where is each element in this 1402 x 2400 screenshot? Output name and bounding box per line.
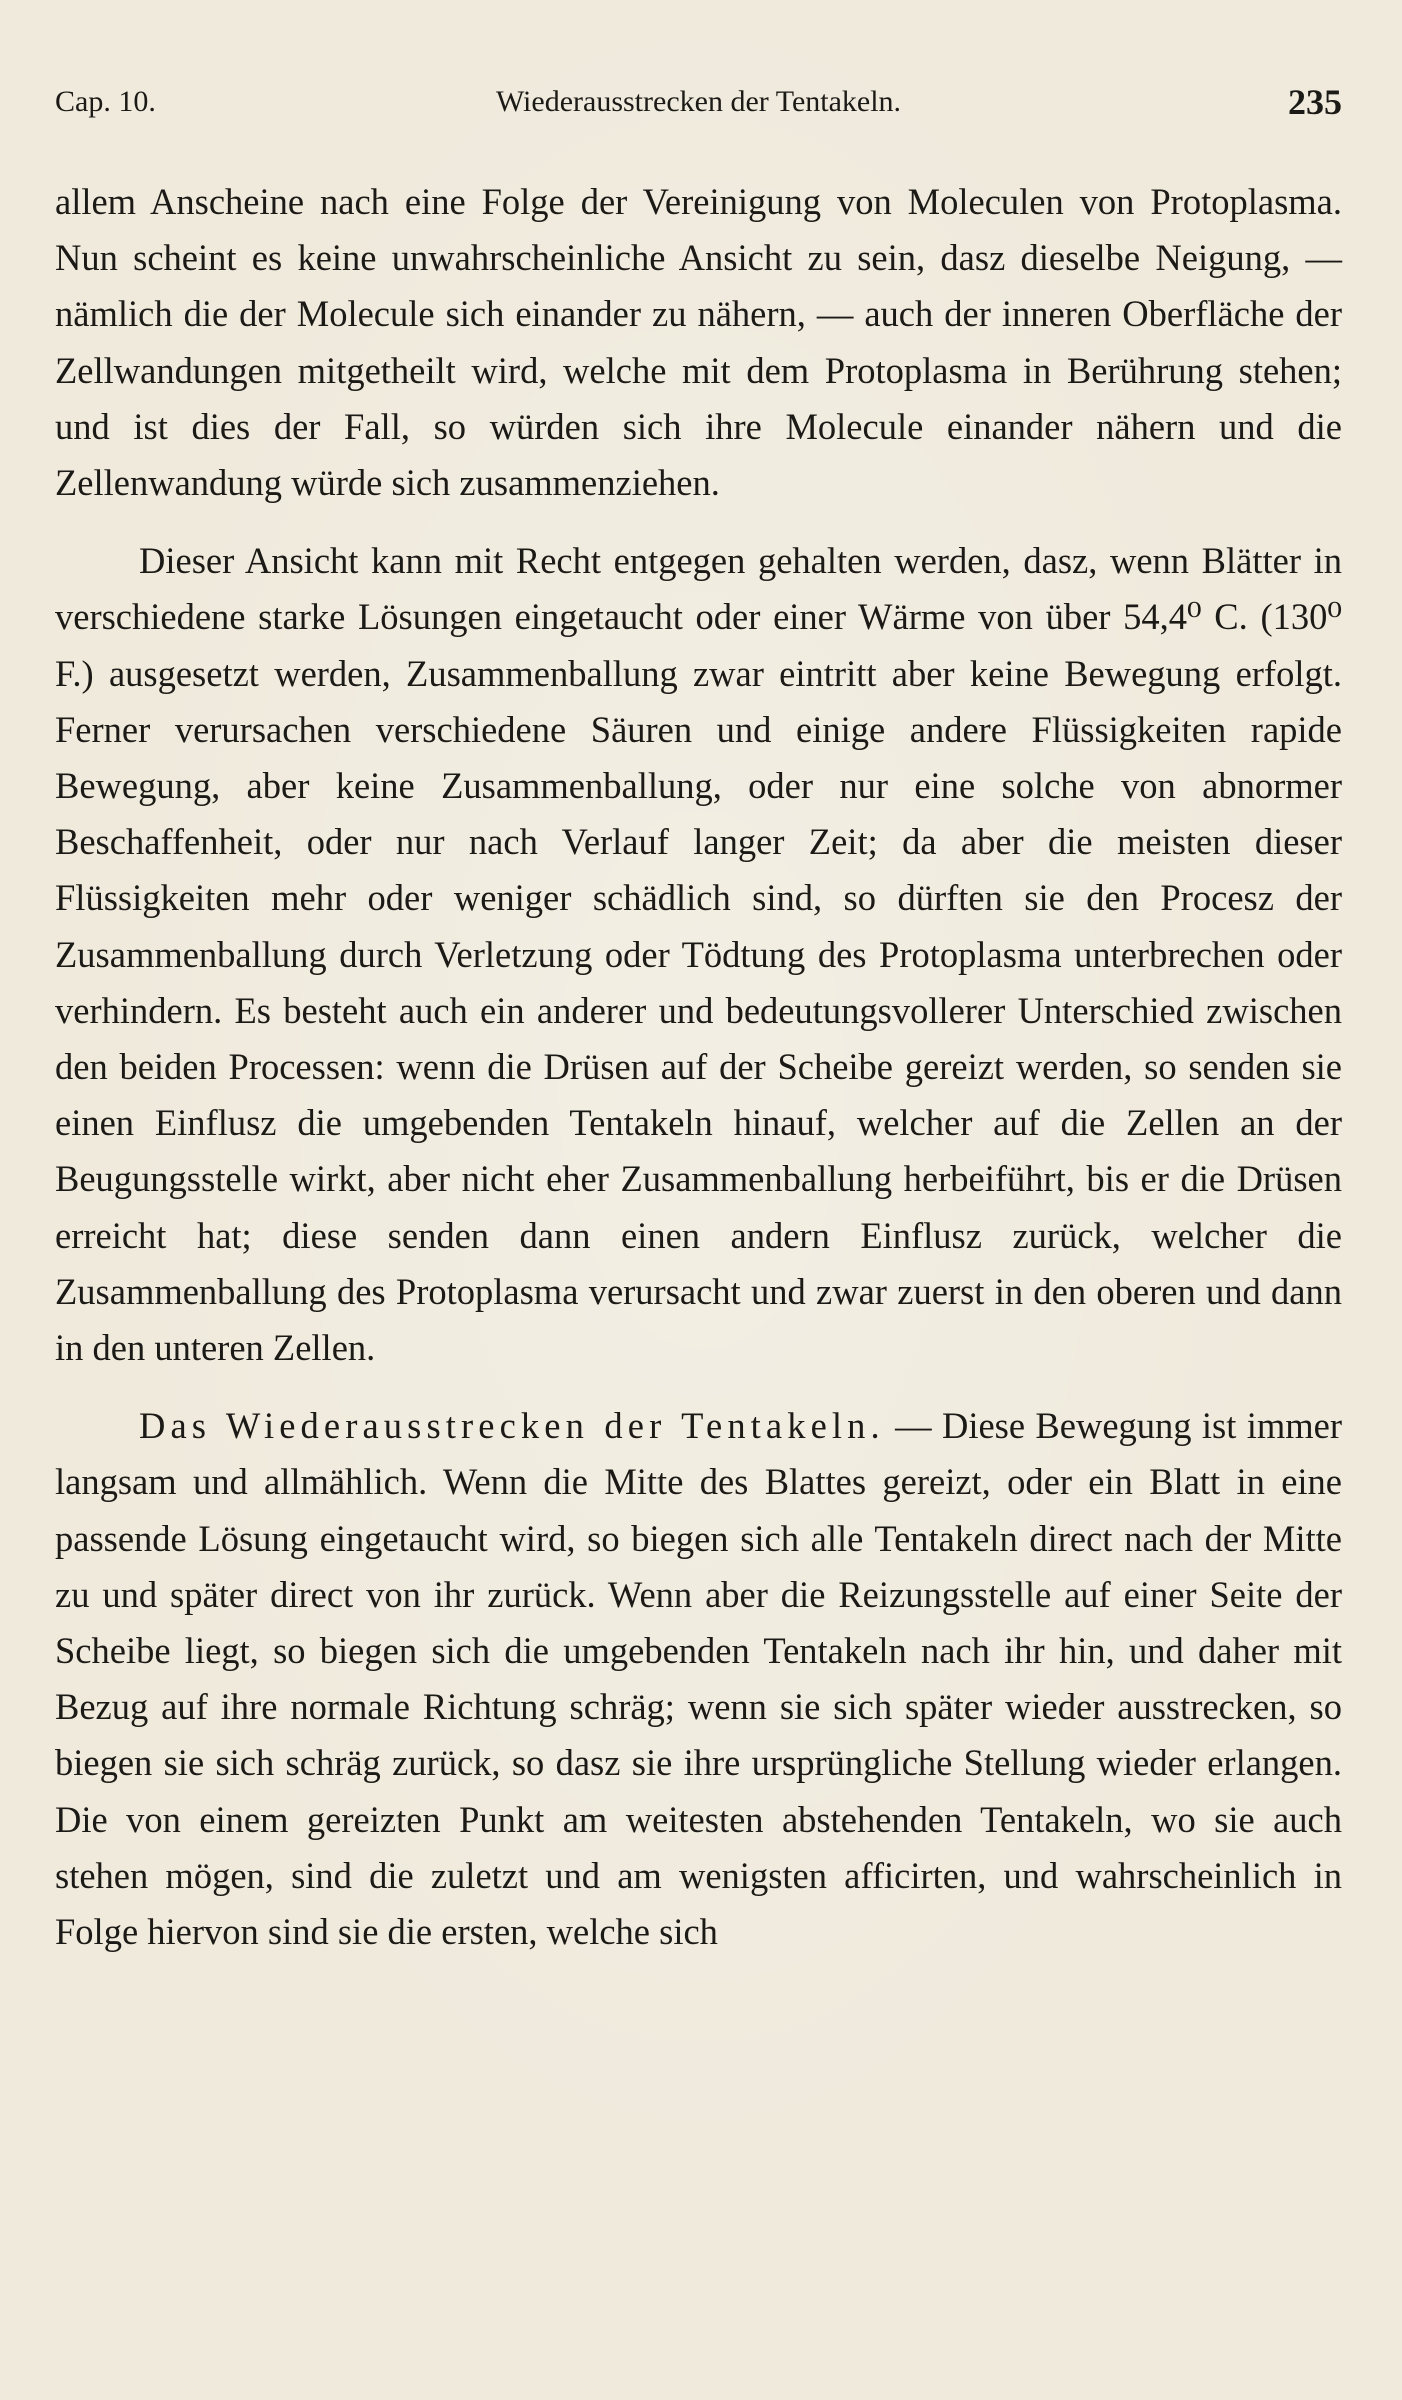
paragraph-3-text: — Diese Bewegung ist immer langsam und allmählich. Wenn die Mitte des Blattes gereizt, oder ein Blatt in eine passende Lösung eingetaucht wird, so biegen sich alle Tentakeln direct nach der Mitte zu und später direct von ihr zurück. Wenn aber die Reizungsstelle auf einer Seite der Scheibe liegt, so biegen sich die umgebenden Tentakeln nach ihr hin, und daher mit Bezug auf ihre normale Richtung schräg; wenn sie sich später wieder ausstrecken, so biegen sie sich schräg zurück, so dasz sie ihre ursprüngliche Stellung wieder erlangen. Die von einem gereizten Punkt am weitesten abstehenden Tentakeln, wo sie auch stehen mögen, sind die zuletzt und am wenigsten afficirten, und wahrscheinlich in Folge hiervon sind sie die ersten, welche sich xyxy=(55,1405,1342,1953)
running-head xyxy=(55,72,1342,132)
paragraph-3 xyxy=(55,1398,1342,1960)
body-text xyxy=(55,174,1342,1960)
paragraph-1: allem Anscheine nach eine Folge der Vereinigung von Moleculen von Protoplasma. Nun scheint es keine unwahrscheinliche Ansicht zu sein, dasz dieselbe Neigung, — nämlich die der Molecule sich einander zu nähern, — auch der inneren Oberfläche der Zellwandungen mitgetheilt wird, welche mit dem Protoplasma in Berührung stehen; und ist dies der Fall, so würden sich ihre Molecule einander nähern und die Zellenwandung würde sich zusammenziehen. xyxy=(55,181,1342,504)
paragraph-2: Dieser Ansicht kann mit Recht entgegen gehalten werden, dasz, wenn Blätter in verschiedene starke Lösungen eingetaucht oder einer Wärme von über 54,4⁰ C. (130⁰ F.) ausgesetzt werden, Zusammenballung zwar eintritt aber keine Bewegung erfolgt. Ferner verursachen verschiedene Säuren und einige andere Flüssigkeiten rapide Bewegung, aber keine Zusammenballung, oder nur eine solche von abnormer Beschaffenheit, oder nur nach Verlauf langer Zeit; da aber die meisten dieser Flüssigkeiten mehr oder weniger schädlich sind, so dürften sie den Procesz der Zusammenballung durch Verletzung oder Tödtung des Protoplasma unterbrechen oder verhindern. Es besteht auch ein anderer und bedeutungsvollerer Unterschied zwischen den beiden Processen: wenn die Drüsen auf der Scheibe gereizt werden, so senden sie einen Einflusz die umgebenden Tentakeln hinauf, welcher auf die Zellen an der Beugungsstelle wirkt, aber nicht eher Zusammenballung herbeiführt, bis er die Drüsen erreicht hat; diese senden dann einen andern Einflusz zurück, welcher die Zusammenballung des Protoplasma verursacht und zwar zuerst in den oberen und dann in den unteren Zellen. xyxy=(55,540,1342,1369)
running-title: Wiederausstrecken der Tentakeln. xyxy=(495,85,902,118)
page-number: 235 xyxy=(1288,82,1342,122)
section-heading: Das Wiederausstrecken der Tentakeln. xyxy=(139,1405,885,1447)
chapter-label: Cap. 10. xyxy=(55,85,156,118)
